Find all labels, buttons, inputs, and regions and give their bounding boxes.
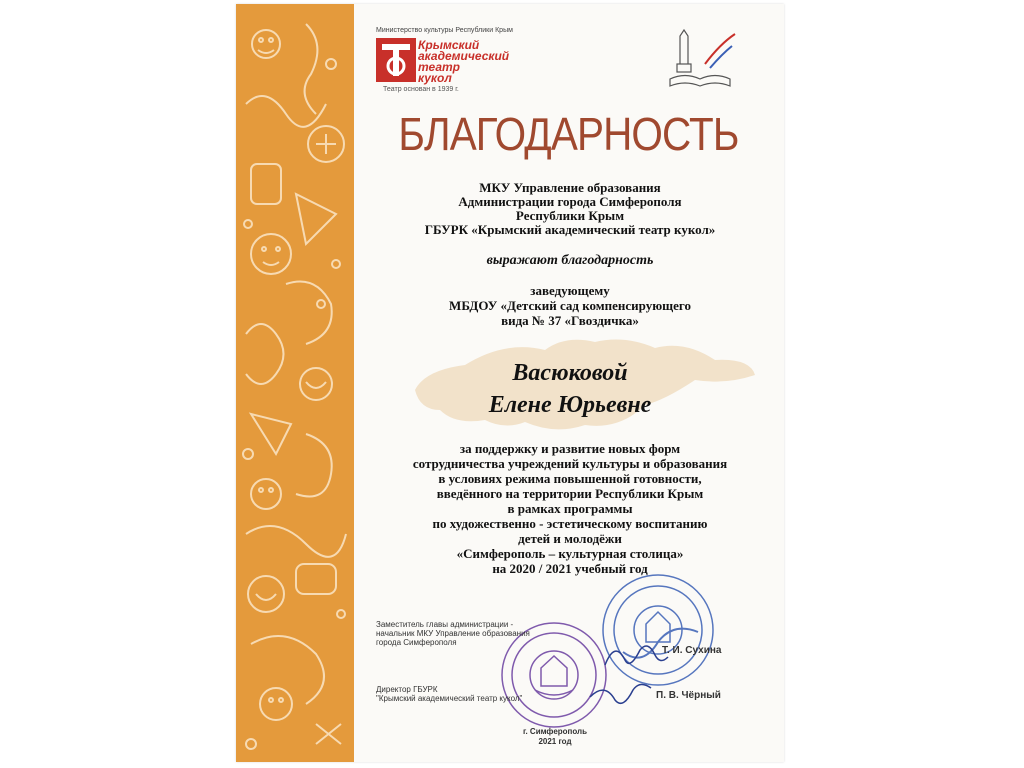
logo-line: Крымский bbox=[418, 38, 480, 52]
recipient-given-names: Елене Юрьевне bbox=[488, 392, 652, 418]
express-thanks: выражают благодарность bbox=[486, 253, 654, 268]
theatre-logo-text bbox=[418, 40, 528, 84]
reason-line: по художественно - эстетическому воспитанию bbox=[432, 516, 708, 531]
reason-line: сотрудничества учреждений культуры и образования bbox=[412, 456, 728, 471]
logo-line: кукол bbox=[418, 71, 452, 85]
recipient-name bbox=[356, 357, 784, 421]
organization-line: Республики Крым bbox=[515, 208, 625, 223]
second-signer-name: П. В. Чёрный bbox=[656, 690, 721, 701]
second-signature bbox=[585, 672, 655, 712]
logo-line: театр bbox=[418, 60, 461, 74]
recipient-position-line: МБДОУ «Детский сад компенсирующего bbox=[449, 298, 691, 313]
reason-line: «Симферополь – культурная столица» bbox=[456, 546, 684, 561]
reason-line: в рамках программы bbox=[507, 501, 633, 516]
second-signer-role bbox=[376, 685, 522, 703]
organization-line: МКУ Управление образования bbox=[479, 180, 661, 195]
organization-line: Администрации города Симферополя bbox=[458, 194, 682, 209]
decorative-border bbox=[236, 4, 354, 762]
recipient-position-line: вида № 37 «Гвоздичка» bbox=[501, 313, 639, 328]
organizations-block bbox=[356, 181, 784, 237]
recipient-surname: Васюковой bbox=[512, 360, 628, 386]
founded-label: Театр основан в 1939 г. bbox=[383, 86, 459, 93]
education-emblem-icon bbox=[660, 24, 740, 94]
theatre-logo-icon bbox=[376, 38, 416, 82]
reason-text bbox=[356, 441, 784, 576]
reason-line: в условиях режима повышенной готовности, bbox=[438, 471, 702, 486]
city-label: г. Симферополь bbox=[522, 727, 588, 736]
reason-line: введённого на территории Республики Крым bbox=[436, 486, 704, 501]
reason-line: за поддержку и развитие новых форм bbox=[459, 441, 681, 456]
role-line: города Симферополя bbox=[376, 638, 457, 647]
first-signature bbox=[600, 635, 670, 675]
ministry-label: Министерство культуры Республики Крым bbox=[376, 27, 513, 34]
first-signer-role bbox=[376, 620, 530, 647]
recipient-position-line: заведующему bbox=[530, 283, 610, 298]
logo-line: академический bbox=[418, 49, 510, 63]
certificate-title: БЛАГОДАРНОСТЬ bbox=[398, 108, 739, 160]
reason-line: детей и молодёжи bbox=[518, 531, 622, 546]
year-label: 2021 год bbox=[538, 737, 572, 746]
doodle-pattern bbox=[236, 4, 354, 762]
role-line: начальник МКУ Управление образования bbox=[376, 629, 530, 638]
reason-line: на 2020 / 2021 учебный год bbox=[492, 561, 648, 576]
organization-line: ГБУРК «Крымский академический театр кукол» bbox=[424, 222, 716, 237]
role-line: Директор ГБУРК bbox=[376, 685, 438, 694]
first-signer-name: Т. И. Сухина bbox=[662, 645, 722, 656]
role-line: "Крымский академический театр кукол" bbox=[376, 694, 523, 703]
recipient-position bbox=[356, 283, 784, 328]
role-line: Заместитель главы администрации - bbox=[376, 620, 514, 629]
place-date bbox=[515, 727, 595, 747]
